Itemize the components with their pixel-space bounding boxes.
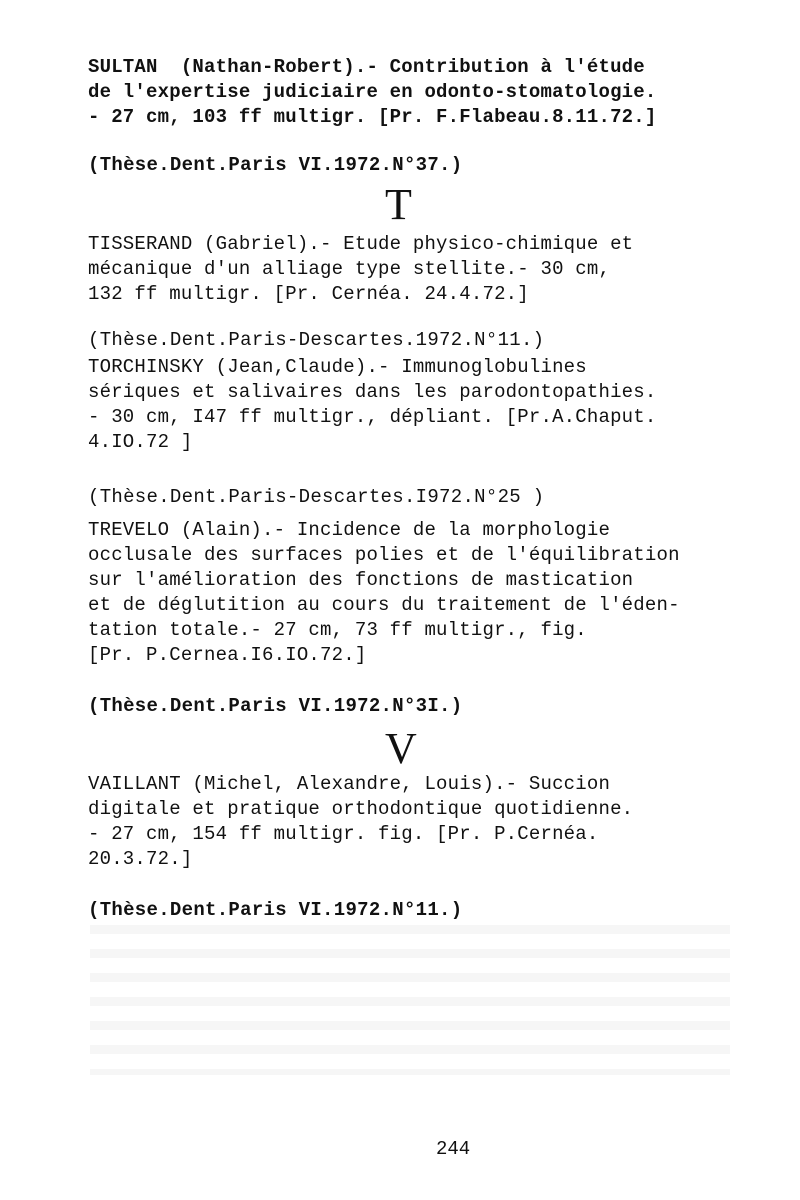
entry-sultan [88, 55, 728, 130]
thesis-reference: (Thèse.Dent.Paris VI.1972.N°11.) [88, 899, 463, 921]
page-number: 244 [436, 1138, 471, 1160]
entry-line: digitale et pratique orthodontique quotidienne. [88, 798, 634, 820]
entry-line: TORCHINSKY (Jean,Claude).- Immunoglobulines [88, 356, 587, 378]
entry-line: occlusale des surfaces polies et de l'équilibration [88, 544, 680, 566]
entry-line: TREVELO (Alain).- Incidence de la morphologie [88, 519, 611, 541]
entry-line: tation totale.- 27 cm, 73 ff multigr., fig. [88, 619, 587, 641]
entry-line: SULTAN (Nathan-Robert).- Contribution à l'étude [88, 56, 645, 78]
bleed-through-texture [90, 925, 730, 1075]
entry-trevelo [88, 518, 728, 668]
entry-line: - 27 cm, 103 ff multigr. [Pr. F.Flabeau.8.11.72.] [88, 106, 657, 128]
entry-vaillant [88, 772, 728, 872]
entry-line: de l'expertise judiciaire en odonto-stomatologie. [88, 81, 657, 103]
entry-line: et de déglutition au cours du traitement de l'éden- [88, 594, 680, 616]
section-letter-t: T [385, 180, 412, 229]
entry-line: [Pr. P.Cernea.I6.IO.72.] [88, 644, 367, 666]
thesis-reference: (Thèse.Dent.Paris-Descartes.I972.N°25 ) [88, 486, 545, 508]
entry-line: TISSERAND (Gabriel).- Etude physico-chimique et [88, 233, 634, 255]
entry-line: 132 ff multigr. [Pr. Cernéa. 24.4.72.] [88, 283, 529, 305]
entry-line: - 30 cm, I47 ff multigr., dépliant. [Pr.A.Chaput. [88, 406, 657, 428]
thesis-reference: (Thèse.Dent.Paris VI.1972.N°37.) [88, 154, 463, 176]
entry-line: mécanique d'un alliage type stellite.- 30 cm, [88, 258, 611, 280]
entry-line: 20.3.72.] [88, 848, 193, 870]
entry-line: sériques et salivaires dans les parodontopathies. [88, 381, 657, 403]
entry-line: sur l'amélioration des fonctions de mastication [88, 569, 634, 591]
thesis-reference: (Thèse.Dent.Paris VI.1972.N°3I.) [88, 695, 463, 717]
entry-torchinsky [88, 355, 728, 455]
section-letter-v: V [385, 724, 417, 773]
entry-tisserand [88, 232, 728, 307]
entry-line: - 27 cm, 154 ff multigr. fig. [Pr. P.Cernéa. [88, 823, 599, 845]
thesis-reference: (Thèse.Dent.Paris-Descartes.1972.N°11.) [88, 329, 545, 351]
entry-line: 4.IO.72 ] [88, 431, 193, 453]
entry-line: VAILLANT (Michel, Alexandre, Louis).- Succion [88, 773, 611, 795]
